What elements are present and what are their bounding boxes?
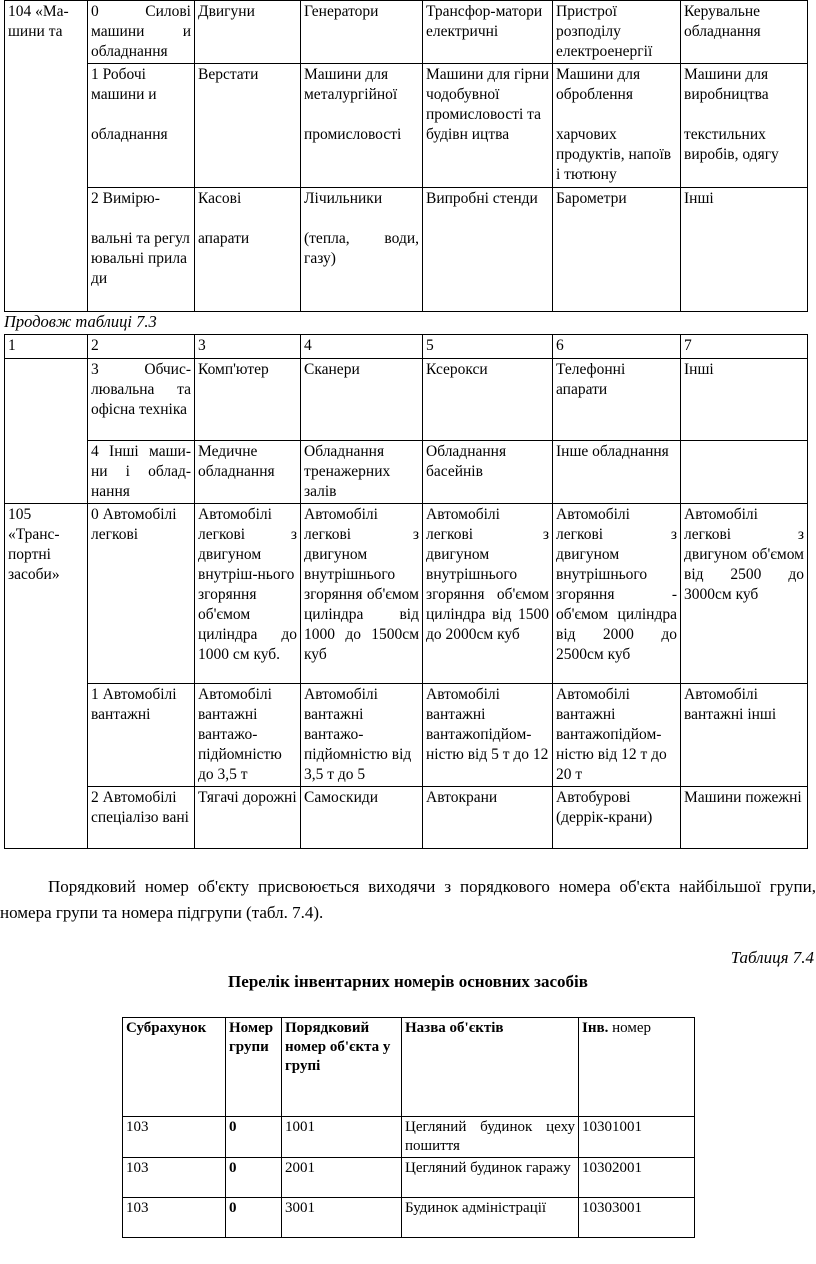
table-7-4 (122, 1017, 695, 1238)
header-group-number: Номер групи (226, 1018, 282, 1117)
table-cell: Обладнання тренажерних залів (301, 441, 423, 504)
table-cell: Інші (681, 359, 808, 441)
table-cell: Автомобілі легкові з двигуном внутрішнього згоряння об'ємом циліндра від 1500 до 2000см куб (423, 504, 553, 684)
table-cell: 1 Автомобілі вантажні (88, 684, 195, 787)
table-cell: Ксерокси (423, 359, 553, 441)
table-cell: 104 «Ма-шини та (5, 1, 88, 64)
table-cell: Лічильники (тепла, води, газу) (301, 188, 423, 312)
table-cell: Медичне обладнання (195, 441, 301, 504)
table-cell: 10303001 (579, 1198, 695, 1238)
table-cell: Автокрани (423, 787, 553, 849)
table-cell: Пристрої розподілу електроенергії (553, 1, 681, 64)
table-cell: Машини для металургійної промисловості (301, 64, 423, 188)
table-cell: 105 «Транс-портні засоби» (5, 504, 88, 684)
column-number: 2 (88, 335, 195, 359)
header-inventory-number (579, 1018, 695, 1117)
table-cell: Двигуни (195, 1, 301, 64)
header-inventory-abbr: Інв. (582, 1020, 609, 1036)
table-cell: 0 (226, 1198, 282, 1238)
table-cell: Обладнання басейнів (423, 441, 553, 504)
table-cell: Автомобілі легкові з двигуном внутрішнього згоряння - об'ємом циліндра від 2000 до 2500см куб (553, 504, 681, 684)
table-row (5, 64, 808, 188)
table-cell: 2 Вимірю- вальні та регулювальні прилади (88, 188, 195, 312)
table-cell: 103 (123, 1158, 226, 1198)
table-cell: 103 (123, 1117, 226, 1158)
column-number: 3 (195, 335, 301, 359)
column-number: 4 (301, 335, 423, 359)
table-row (5, 787, 808, 849)
table-cell: Комп'ютер (195, 359, 301, 441)
table-cell (5, 64, 88, 188)
table-header-row (5, 335, 808, 359)
table-cell: 0 Силові машини и обладнання (88, 1, 195, 64)
table-cell: Керувальне обладнання (681, 1, 808, 64)
table-cell: Барометри (553, 188, 681, 312)
table-cell: 1 Робочі машини и обладнання (88, 64, 195, 188)
table-cell: Автомобілі вантажні вантажопідйом-ністю від 5 т до 12 (423, 684, 553, 787)
header-object-name: Назва об'єктів (402, 1018, 579, 1117)
table-cell: Телефонні апарати (553, 359, 681, 441)
column-number: 7 (681, 335, 808, 359)
table-cell (5, 787, 88, 849)
table-cell: Тягачі дорожні (195, 787, 301, 849)
table-cell (5, 441, 88, 504)
table-cell: 103 (123, 1198, 226, 1238)
table-cell: 3001 (282, 1198, 402, 1238)
table-cell: Автомобілі легкові з двигуном внутрішнього згоряння об'ємом циліндра від 1000 до 1500см куб (301, 504, 423, 684)
table-cell: Машини для виробництва текстильних виробів, одягу (681, 64, 808, 188)
column-number: 5 (423, 335, 553, 359)
table-cell: Автомобілі вантажні вантажо-підйомністю від 3,5 т до 5 (301, 684, 423, 787)
table-cell: Генератори (301, 1, 423, 64)
table-cell (5, 188, 88, 312)
table-row (5, 441, 808, 504)
table-cell: Автомобілі вантажні інші (681, 684, 808, 787)
table-cell: Касові апарати (195, 188, 301, 312)
table-caption: Таблиця 7.4 (730, 948, 814, 967)
table-7-3-part1 (4, 0, 808, 312)
table-row (5, 1, 808, 64)
table-cell (5, 684, 88, 787)
table-row (123, 1117, 695, 1158)
table-cell: Машини для гірничодобувної промисловості та будівн ицтва (423, 64, 553, 188)
table-cell: Автомобілі легкові з двигуном об'ємом від 2500 до 3000см куб (681, 504, 808, 684)
body-paragraph: Порядковий номер об'єкту присвоюється виходячи з порядкового номера об'єкта найбільшої групи, номера групи та номера підгрупи (табл. 7.4). (0, 877, 816, 922)
table-row (123, 1158, 695, 1198)
table-cell: Самоскиди (301, 787, 423, 849)
table-cell: Сканери (301, 359, 423, 441)
table-cell: 4 Інші маши-ни і облад-нання (88, 441, 195, 504)
table-cell: Будинок адміністрації (402, 1198, 579, 1238)
header-object-sequence: Порядковий номер об'єкта у групі (282, 1018, 402, 1117)
column-number: 1 (5, 335, 88, 359)
table-cell: 2001 (282, 1158, 402, 1198)
table-cell: 0 Автомобілі легкові (88, 504, 195, 684)
table-cell: 0 (226, 1117, 282, 1158)
table-row (5, 684, 808, 787)
table-title: Перелік інвентарних номерів основних засобів (228, 972, 588, 991)
table-row (5, 504, 808, 684)
table-cell: Автомобілі вантажні вантажо-підйомністю до 3,5 т (195, 684, 301, 787)
table-cell: 10302001 (579, 1158, 695, 1198)
column-number: 6 (553, 335, 681, 359)
table-cell: Автобурові (деррік-крани) (553, 787, 681, 849)
table-cell: Автомобілі легкові з двигуном внутріш-нього згоряння об'ємом циліндра до 1000 см куб. (195, 504, 301, 684)
table-cell (681, 441, 808, 504)
table-cell: Машини для оброблення харчових продуктів, напоїв і тютюну (553, 64, 681, 188)
table-cell: 3 Обчис-лювальна та офісна техніка (88, 359, 195, 441)
table-cell: Автомобілі вантажні вантажопідйом-ністю від 12 т до 20 т (553, 684, 681, 787)
table-row (5, 359, 808, 441)
table-cell: Машини пожежні (681, 787, 808, 849)
table-cell: 1001 (282, 1117, 402, 1158)
table-cell: 2 Автомобілі спеціалізо вані (88, 787, 195, 849)
table-cell: Верстати (195, 64, 301, 188)
table-cell (5, 359, 88, 441)
table-header-row (123, 1018, 695, 1117)
table-cell: Цегляний будинок гаражу (402, 1158, 579, 1198)
table-cell: 10301001 (579, 1117, 695, 1158)
table-cell: Випробні стенди (423, 188, 553, 312)
table-7-3-part2 (4, 334, 808, 849)
table-cell: Цегляний будинок цеху пошиття (402, 1117, 579, 1158)
table-continuation-label: Продовж таблиці 7.3 (4, 312, 157, 331)
table-cell: Інші (681, 188, 808, 312)
table-row (5, 188, 808, 312)
header-inventory-rest: номер (608, 1020, 651, 1036)
table-cell: 0 (226, 1158, 282, 1198)
header-subaccount: Субрахунок (123, 1018, 226, 1117)
table-cell: Інше обладнання (553, 441, 681, 504)
table-row (123, 1198, 695, 1238)
table-cell: Трансфор-матори електричні (423, 1, 553, 64)
